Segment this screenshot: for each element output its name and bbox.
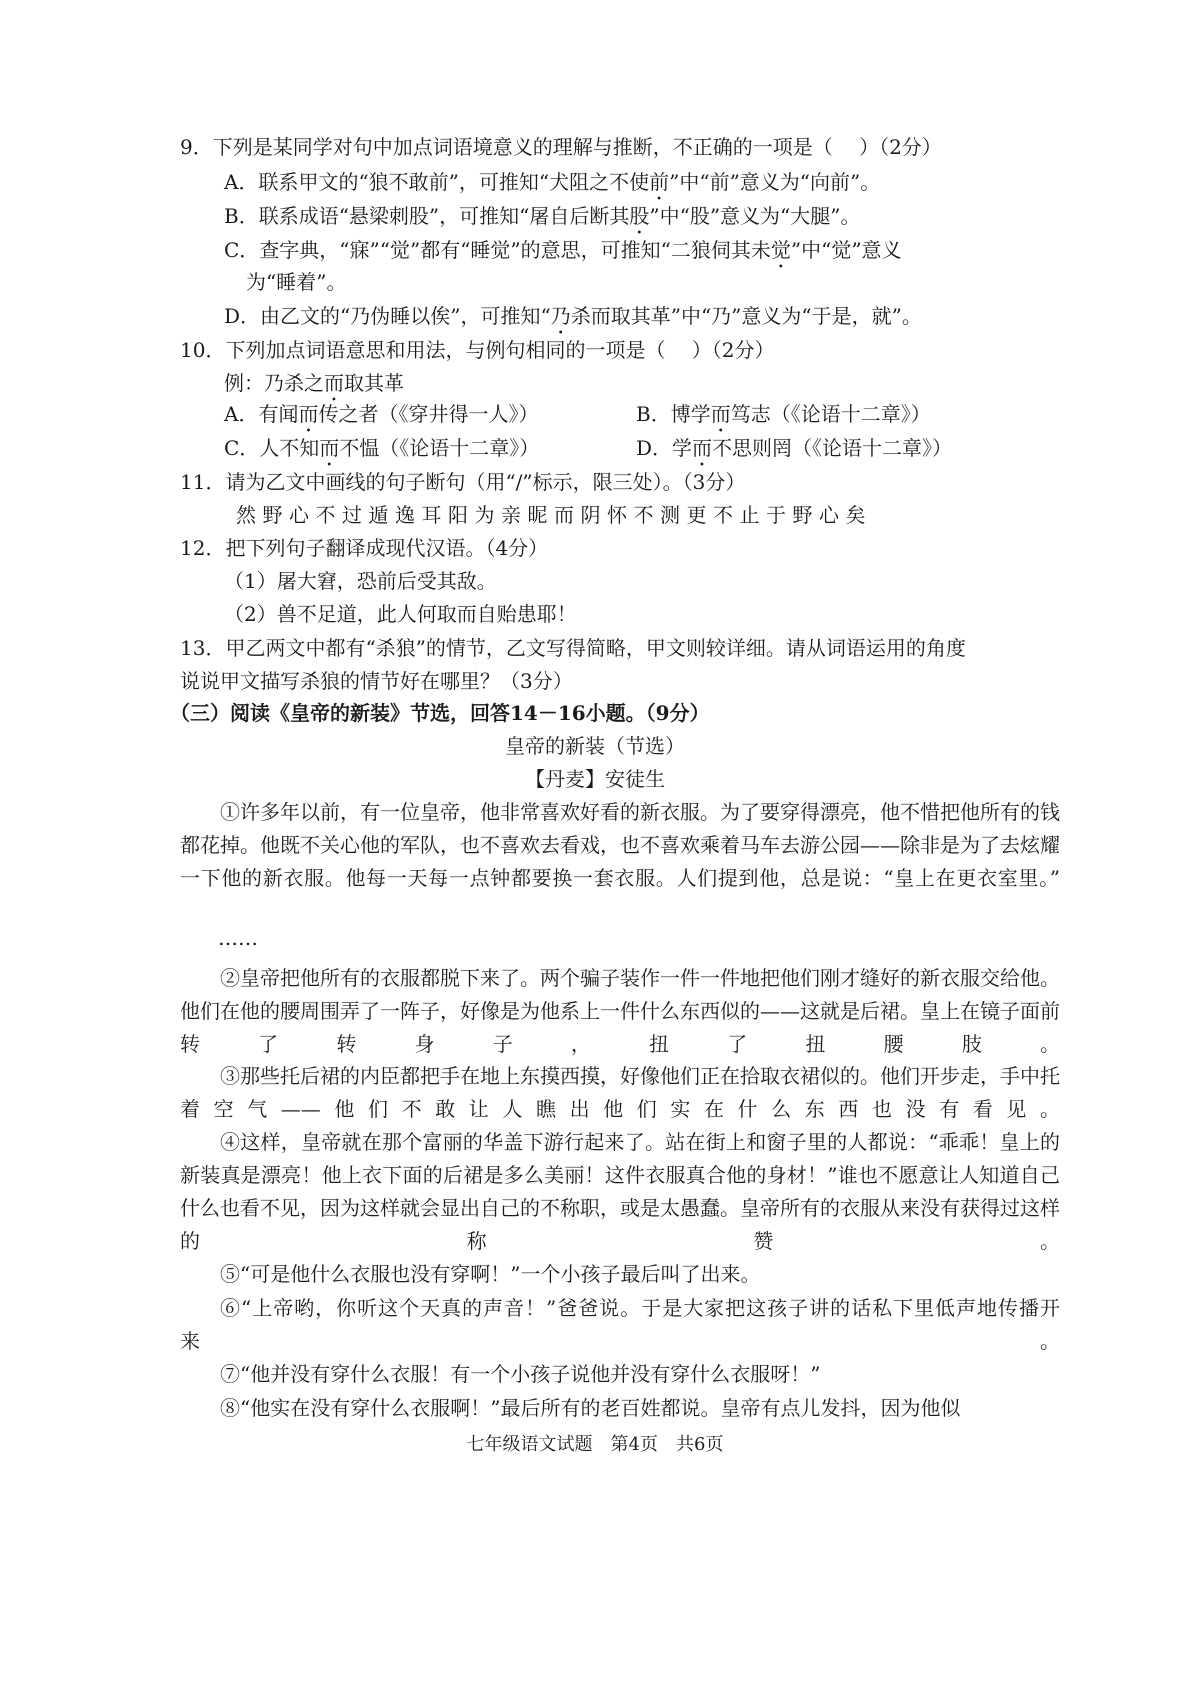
question-13-line-1: 13．甲乙两文中都有“杀狼”的情节，乙文写得简略，甲文则较详细。请从词语运用的角度 — [180, 636, 966, 660]
question-12-sentence-2: （2）兽不足道，此人何取而自贻患耶！ — [224, 602, 577, 626]
question-9-option-a: A．联系甲文的“狼不敢前”，可推知“犬阻之不使前”中“前”意义为“向前”。 — [224, 170, 881, 194]
question-9-option-c-cont: 为“睡着”。 — [246, 270, 347, 294]
passage-paragraph-1: ①许多年以前，有一位皇帝，他非常喜欢好看的新衣服。为了要穿得漂亮，他不惜把他所有的钱都花掉。他既不关心他的军队，也不喜欢去看戏，也不喜欢乘着马车去游公园——除非是为了去炫耀一下他的新衣服。他每一天每一点钟都要换一套衣服。人们提到他，总是说：“皇上在更衣室里。” — [180, 800, 1060, 890]
passage-paragraph-3: ③那些托后裙的内臣都把手在地上东摸西摸，好像他们正在拾取衣裙似的。他们开步走，手中托着空气——他们不敢让人瞧出他们实在什么东西也没有看见。 — [180, 1064, 1060, 1121]
passage-paragraph-4: ④这样，皇帝就在那个富丽的华盖下游行起来了。站在街上和窗子里的人都说：“乖乖！皇上的新装真是漂亮！他上衣下面的后裙是多么美丽！这件衣服真合他的身材！”谁也不愿意让人知道自己什么也看不见，因为这样就会显出自己的不称职，或是太愚蠢。皇帝所有的衣服从来没有获得过这样的称赞。 — [180, 1130, 1060, 1253]
section-3-heading: （三）阅读《皇帝的新装》节选，回答14－16小题。（9分） — [170, 701, 710, 725]
passage-title: 皇帝的新装（节选） — [505, 734, 685, 758]
passage-paragraph-5: ⑤“可是他什么衣服也没有穿啊！”一个小孩子最后叫了出来。 — [220, 1262, 761, 1286]
question-10-option-c: C．人不知而不愠（《论语十二章》） — [224, 436, 540, 460]
passage-author: 【丹麦】安徒生 — [525, 767, 665, 791]
question-13-line-2: 说说甲文描写杀狼的情节好在哪里？（3分） — [180, 669, 573, 693]
passage-paragraph-8: ⑧“他实在没有穿什么衣服啊！”最后所有的老百姓都说。皇帝有点儿发抖，因为他似 — [220, 1396, 961, 1420]
question-12-stem: 12．把下列句子翻译成现代汉语。（4分） — [180, 536, 549, 560]
question-10-example: 例：乃杀之而取其革 — [224, 371, 404, 395]
question-9-stem: 9．下列是某同学对句中加点词语境意义的理解与推断，不正确的一项是（ ）（2分） — [180, 135, 942, 159]
question-10-stem: 10．下列加点词语意思和用法，与例句相同的一项是（ ）（2分） — [180, 338, 775, 362]
question-9-option-d: D．由乙文的“乃伪睡以俟”，可推知“乃杀而取其革”中“乃”意义为“于是，就”。 — [224, 304, 922, 328]
passage-paragraph-7: ⑦“他并没有穿什么衣服！有一个小孩子说他并没有穿什么衣服呀！” — [220, 1362, 821, 1386]
question-10-option-b: B．博学而笃志（《论语十二章》） — [636, 402, 931, 426]
passage-ellipsis: …… — [218, 926, 258, 950]
page-footer: 七年级语文试题 第4页 共6页 — [466, 1434, 724, 1455]
passage-paragraph-2: ②皇帝把他所有的衣服都脱下来了。两个骗子装作一件一件地把他们刚才缝好的新衣服交给他。他们在他的腰周围弄了一阵子，好像是为他系上一件什么东西似的——这就是后裙。皇上在镜子面前转了转身子，扭了扭腰肢。 — [180, 966, 1060, 1056]
question-10-option-a: A．有闻而传之者（《穿井得一人》） — [224, 402, 539, 426]
question-11-sentence: 然野心不过遁逸耳阳为亲昵而阴怀不测更不止于野心矣 — [236, 503, 872, 527]
question-10-option-d: D．学而不思则罔（《论语十二章》） — [636, 436, 953, 460]
question-11-stem: 11．请为乙文中画线的句子断句（用“/”标示，限三处）。（3分） — [180, 470, 746, 494]
question-12-sentence-1: （1）屠大窘，恐前后受其敌。 — [224, 569, 497, 593]
question-9-option-c: C．查字典，“寐”“觉”都有“睡觉”的意思，可推知“二狼伺其未觉”中“觉”意义 — [224, 238, 902, 262]
passage-paragraph-6: ⑥“上帝哟，你听这个天真的声音！”爸爸说。于是大家把这孩子讲的话私下里低声地传播开来。 — [180, 1296, 1060, 1353]
question-9-option-b: B．联系成语“悬梁刺股”，可推知“屠自后断其股”中“股”意义为“大腿”。 — [224, 204, 861, 228]
